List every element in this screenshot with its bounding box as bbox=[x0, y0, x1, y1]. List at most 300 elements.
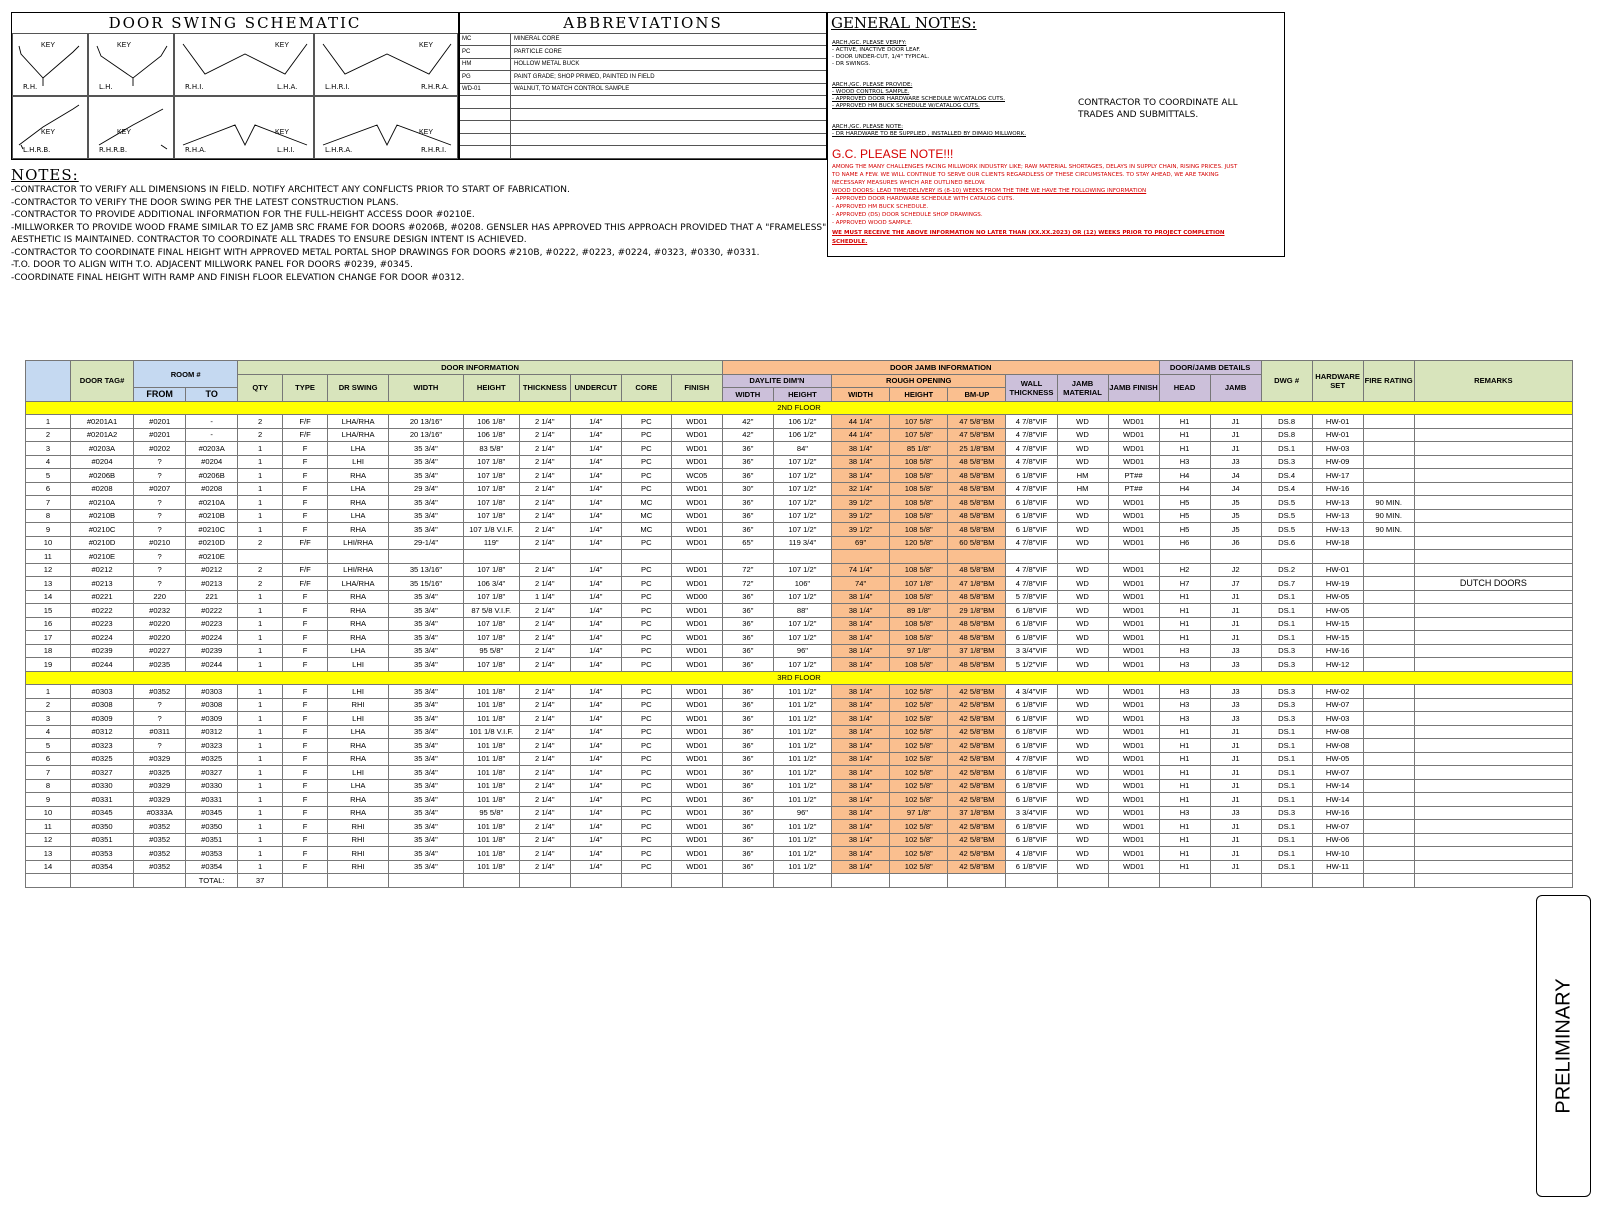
table-row bbox=[26, 523, 1573, 537]
table-cell: 102 5/8" bbox=[890, 698, 948, 712]
table-cell: 108 5/8" bbox=[890, 455, 948, 469]
table-cell: 106" bbox=[773, 577, 831, 591]
table-cell bbox=[283, 550, 328, 564]
table-cell: WD01 bbox=[671, 712, 722, 726]
abbreviation-row bbox=[460, 71, 826, 84]
table-cell: H1 bbox=[1159, 442, 1210, 456]
table-cell: 4 7/8"VIF bbox=[1006, 563, 1057, 577]
table-cell: 35 3/4" bbox=[389, 752, 463, 766]
table-cell: F bbox=[283, 604, 328, 618]
table-cell bbox=[1363, 631, 1414, 645]
table-cell: 1 bbox=[26, 685, 71, 699]
col-hardware-set: HARDWARE SET bbox=[1312, 361, 1363, 402]
table-cell: J1 bbox=[1210, 590, 1261, 604]
swing-label: L.H. bbox=[99, 83, 113, 91]
table-cell: H1 bbox=[1159, 631, 1210, 645]
table-cell: WD bbox=[1057, 617, 1108, 631]
table-cell: WD01 bbox=[1108, 455, 1159, 469]
table-cell bbox=[283, 874, 328, 888]
table-cell: 29 1/8"BM bbox=[948, 604, 1006, 618]
table-cell: H1 bbox=[1159, 833, 1210, 847]
table-cell: H1 bbox=[1159, 590, 1210, 604]
abbreviations-title: ABBREVIATIONS bbox=[460, 13, 826, 34]
table-cell bbox=[1414, 685, 1572, 699]
table-cell: #0202 bbox=[134, 442, 186, 456]
general-note-line: - APPROVED DOOR HARDWARE SCHEDULE W/CATALOG CUTS. bbox=[832, 96, 1005, 102]
preliminary-stamp bbox=[1536, 895, 1591, 1197]
table-cell bbox=[1057, 874, 1108, 888]
table-cell: 35 3/4" bbox=[389, 806, 463, 820]
table-cell: 2 1/4" bbox=[519, 779, 570, 793]
table-cell: DS.1 bbox=[1261, 604, 1312, 618]
table-cell: #0221 bbox=[70, 590, 133, 604]
table-cell bbox=[1363, 604, 1414, 618]
table-cell: DS.1 bbox=[1261, 631, 1312, 645]
table-cell: F/F bbox=[283, 577, 328, 591]
table-cell: 1/4" bbox=[570, 523, 621, 537]
table-cell bbox=[519, 550, 570, 564]
table-cell: F bbox=[283, 847, 328, 861]
table-cell: 1/4" bbox=[570, 806, 621, 820]
table-cell: 101 1/2" bbox=[773, 739, 831, 753]
table-cell: HW-11 bbox=[1312, 860, 1363, 874]
table-cell: PC bbox=[621, 482, 671, 496]
table-cell: WD bbox=[1057, 725, 1108, 739]
col-door-tag: DOOR TAG# bbox=[70, 361, 133, 402]
table-cell: DS.5 bbox=[1261, 509, 1312, 523]
table-cell: LHI bbox=[327, 685, 388, 699]
table-cell: 1/4" bbox=[570, 415, 621, 429]
table-cell: 5 bbox=[26, 739, 71, 753]
col-dwg: DWG # bbox=[1261, 361, 1312, 402]
table-row bbox=[26, 442, 1573, 456]
table-cell: 3 3/4"VIF bbox=[1006, 644, 1057, 658]
table-cell: WD01 bbox=[671, 455, 722, 469]
table-cell: 2 1/4" bbox=[519, 725, 570, 739]
table-cell: #0352 bbox=[134, 833, 186, 847]
abbreviation-description bbox=[510, 133, 514, 145]
table-row bbox=[26, 536, 1573, 550]
table-cell: PC bbox=[621, 685, 671, 699]
note-line: -CONTRACTOR TO COORDINATE FINAL HEIGHT WITH APPROVED METAL PORTAL SHOP DRAWINGS FOR DOORS #210B, #0222, #0223, #0224, #0323, #0330, #0331. bbox=[11, 247, 760, 258]
table-cell: WD01 bbox=[671, 725, 722, 739]
table-cell: #0331 bbox=[186, 793, 238, 807]
table-cell: H1 bbox=[1159, 820, 1210, 834]
table-cell: WD01 bbox=[671, 806, 722, 820]
table-cell: DS.1 bbox=[1261, 739, 1312, 753]
table-cell: PC bbox=[621, 644, 671, 658]
table-cell: J1 bbox=[1210, 860, 1261, 874]
table-cell bbox=[1363, 698, 1414, 712]
table-cell: 102 5/8" bbox=[890, 752, 948, 766]
table-cell: H1 bbox=[1159, 604, 1210, 618]
table-cell: DS.1 bbox=[1261, 752, 1312, 766]
table-cell: 1/4" bbox=[570, 563, 621, 577]
table-cell: 2 1/4" bbox=[519, 496, 570, 510]
key-label: KEY bbox=[275, 129, 290, 136]
table-cell: PC bbox=[621, 752, 671, 766]
table-cell: J3 bbox=[1210, 712, 1261, 726]
table-cell: 4 7/8"VIF bbox=[1006, 415, 1057, 429]
table-row bbox=[26, 833, 1573, 847]
table-cell: WD bbox=[1057, 712, 1108, 726]
table-cell: WD01 bbox=[671, 644, 722, 658]
table-cell: H1 bbox=[1159, 415, 1210, 429]
abbreviation-row bbox=[460, 133, 826, 146]
table-cell: #0222 bbox=[186, 604, 238, 618]
general-notes-panel bbox=[827, 12, 1285, 257]
table-cell: #0210C bbox=[70, 523, 133, 537]
table-cell: 9 bbox=[26, 523, 71, 537]
table-cell: #0329 bbox=[134, 779, 186, 793]
table-cell: #0223 bbox=[186, 617, 238, 631]
schematic-cell bbox=[88, 33, 174, 96]
table-cell: DS.3 bbox=[1261, 698, 1312, 712]
table-cell: 101 1/8" bbox=[463, 847, 519, 861]
table-cell: WD01 bbox=[671, 860, 722, 874]
table-cell: #0239 bbox=[70, 644, 133, 658]
table-cell: 95 5/8" bbox=[463, 806, 519, 820]
table-cell: 1/4" bbox=[570, 793, 621, 807]
table-cell bbox=[1363, 550, 1414, 564]
table-cell: 36" bbox=[722, 631, 773, 645]
table-cell: 35 3/4" bbox=[389, 685, 463, 699]
table-cell: LHA bbox=[327, 442, 388, 456]
table-cell bbox=[1363, 617, 1414, 631]
table-cell: 96" bbox=[773, 644, 831, 658]
table-cell: WD01 bbox=[1108, 563, 1159, 577]
table-cell bbox=[1159, 550, 1210, 564]
table-cell: J3 bbox=[1210, 658, 1261, 672]
table-cell: 1 bbox=[238, 833, 283, 847]
swing-label: R.H.I. bbox=[185, 83, 204, 91]
table-cell bbox=[948, 874, 1006, 888]
table-cell: #0210A bbox=[70, 496, 133, 510]
table-cell bbox=[70, 874, 133, 888]
table-cell: 4 7/8"VIF bbox=[1006, 577, 1057, 591]
table-cell: H5 bbox=[1159, 523, 1210, 537]
table-cell bbox=[1414, 644, 1572, 658]
table-cell: H4 bbox=[1159, 482, 1210, 496]
table-cell: 106 1/8" bbox=[463, 415, 519, 429]
table-cell: #0323 bbox=[70, 739, 133, 753]
table-cell bbox=[1414, 442, 1572, 456]
table-cell: 101 1/2" bbox=[773, 860, 831, 874]
table-cell: 101 1/2" bbox=[773, 847, 831, 861]
table-cell: 90 MIN. bbox=[1363, 509, 1414, 523]
table-cell: DS.4 bbox=[1261, 482, 1312, 496]
gc-note-line: AMONG THE MANY CHALLENGES FACING MILLWORK INDUSTRY LIKE; RAW MATERIAL SHORTAGES, DELAYS IN SUPPLY CHAIN, RISING PRICES. JUST bbox=[832, 164, 1238, 170]
general-note-line: - ACTIVE, INACTIVE DOOR LEAF. bbox=[832, 47, 921, 53]
table-cell: 101 1/2" bbox=[773, 820, 831, 834]
table-cell: 2 1/4" bbox=[519, 577, 570, 591]
table-cell: #0312 bbox=[186, 725, 238, 739]
table-cell: 7 bbox=[26, 766, 71, 780]
table-cell: RHA bbox=[327, 590, 388, 604]
table-cell: 42 5/8"BM bbox=[948, 739, 1006, 753]
table-cell: 2 1/4" bbox=[519, 806, 570, 820]
table-row bbox=[26, 496, 1573, 510]
table-cell bbox=[1414, 806, 1572, 820]
table-cell: 65" bbox=[722, 536, 773, 550]
table-cell: ? bbox=[134, 455, 186, 469]
table-cell: WD01 bbox=[1108, 712, 1159, 726]
table-cell: HW-06 bbox=[1312, 833, 1363, 847]
table-cell bbox=[1414, 631, 1572, 645]
table-cell: PT## bbox=[1108, 469, 1159, 483]
table-cell: - bbox=[186, 415, 238, 429]
table-cell: WD bbox=[1057, 739, 1108, 753]
table-cell: J1 bbox=[1210, 779, 1261, 793]
table-cell: J3 bbox=[1210, 685, 1261, 699]
table-cell: DS.3 bbox=[1261, 455, 1312, 469]
schematic-cell bbox=[12, 33, 88, 96]
door-swing-schematic-panel bbox=[11, 12, 459, 160]
table-cell: H3 bbox=[1159, 644, 1210, 658]
table-cell: WD01 bbox=[671, 631, 722, 645]
table-cell: #0333A bbox=[134, 806, 186, 820]
table-cell: HW-01 bbox=[1312, 415, 1363, 429]
swing-label: R.H.R.I. bbox=[421, 146, 447, 154]
table-cell: 107 1/2" bbox=[773, 496, 831, 510]
table-cell: HW-02 bbox=[1312, 685, 1363, 699]
table-cell: 1/4" bbox=[570, 644, 621, 658]
table-cell: HW-01 bbox=[1312, 563, 1363, 577]
table-cell: #0210E bbox=[70, 550, 133, 564]
table-cell: RHI bbox=[327, 833, 388, 847]
col-door-information: DOOR INFORMATION bbox=[238, 361, 723, 375]
table-cell: J5 bbox=[1210, 509, 1261, 523]
abbreviation-row bbox=[460, 58, 826, 71]
table-cell: WD01 bbox=[1108, 766, 1159, 780]
table-cell bbox=[1363, 428, 1414, 442]
table-cell: 1 bbox=[238, 685, 283, 699]
total-value: 37 bbox=[238, 874, 283, 888]
table-cell bbox=[1363, 874, 1414, 888]
table-cell bbox=[1414, 820, 1572, 834]
table-cell: 1 bbox=[238, 631, 283, 645]
table-row bbox=[26, 577, 1573, 591]
table-cell: 25 1/8"BM bbox=[948, 442, 1006, 456]
table-cell: 2 bbox=[238, 415, 283, 429]
table-cell: 1/4" bbox=[570, 685, 621, 699]
table-cell: J1 bbox=[1210, 442, 1261, 456]
table-cell: 2 1/4" bbox=[519, 563, 570, 577]
table-cell: RHA bbox=[327, 739, 388, 753]
abbreviation-row bbox=[460, 46, 826, 59]
table-cell: PC bbox=[621, 536, 671, 550]
table-cell: H1 bbox=[1159, 779, 1210, 793]
note-line: -CONTRACTOR TO PROVIDE ADDITIONAL INFORMATION FOR THE FULL-HEIGHT ACCESS DOOR #0210E. bbox=[11, 210, 475, 220]
col-room: ROOM # bbox=[134, 361, 238, 388]
table-cell: 60 5/8"BM bbox=[948, 536, 1006, 550]
table-cell: #0210B bbox=[70, 509, 133, 523]
key-label: KEY bbox=[117, 42, 132, 49]
table-cell: 107 1/8" bbox=[463, 658, 519, 672]
table-cell: 6 1/8"VIF bbox=[1006, 509, 1057, 523]
table-cell: 42 5/8"BM bbox=[948, 833, 1006, 847]
table-cell: #0303 bbox=[186, 685, 238, 699]
table-cell: 2 1/4" bbox=[519, 469, 570, 483]
table-cell: 101 1/8" bbox=[463, 712, 519, 726]
swing-label: R.H.A. bbox=[185, 146, 207, 154]
table-cell: RHA bbox=[327, 617, 388, 631]
table-cell: WD bbox=[1057, 631, 1108, 645]
table-cell: 19 bbox=[26, 658, 71, 672]
table-row bbox=[26, 644, 1573, 658]
table-cell: 2 bbox=[238, 577, 283, 591]
table-cell: 2 1/4" bbox=[519, 766, 570, 780]
table-cell bbox=[1363, 820, 1414, 834]
table-cell: H1 bbox=[1159, 847, 1210, 861]
table-cell: F bbox=[283, 658, 328, 672]
table-cell: 48 5/8"BM bbox=[948, 455, 1006, 469]
table-cell: 107 1/2" bbox=[773, 631, 831, 645]
table-cell: 1 bbox=[238, 442, 283, 456]
table-cell: 107 1/2" bbox=[773, 617, 831, 631]
table-cell: 38 1/4" bbox=[832, 725, 890, 739]
table-cell: 47 5/8"BM bbox=[948, 415, 1006, 429]
table-cell: 36" bbox=[722, 698, 773, 712]
table-cell: 35 15/16" bbox=[389, 577, 463, 591]
table-cell: F bbox=[283, 509, 328, 523]
table-cell bbox=[773, 550, 831, 564]
col-jamb-material: JAMB MATERIAL bbox=[1057, 374, 1108, 401]
table-cell: 102 5/8" bbox=[890, 833, 948, 847]
table-cell: 1 bbox=[238, 793, 283, 807]
table-cell: 107 1/8" bbox=[463, 563, 519, 577]
table-cell: 107 1/8" bbox=[463, 509, 519, 523]
table-cell: J7 bbox=[1210, 577, 1261, 591]
table-cell: DS.4 bbox=[1261, 469, 1312, 483]
table-cell: J4 bbox=[1210, 482, 1261, 496]
table-cell bbox=[1414, 833, 1572, 847]
table-cell: 6 1/8"VIF bbox=[1006, 712, 1057, 726]
table-cell: WD01 bbox=[1108, 442, 1159, 456]
table-cell: 1/4" bbox=[570, 469, 621, 483]
table-cell: LHI/RHA bbox=[327, 536, 388, 550]
table-cell: 6 1/8"VIF bbox=[1006, 833, 1057, 847]
schematic-grid bbox=[12, 33, 458, 159]
table-cell: HW-03 bbox=[1312, 712, 1363, 726]
table-cell: #0244 bbox=[70, 658, 133, 672]
table-cell: 90 MIN. bbox=[1363, 496, 1414, 510]
table-cell: 101 1/8" bbox=[463, 766, 519, 780]
table-cell: 1 bbox=[238, 604, 283, 618]
table-cell: PC bbox=[621, 428, 671, 442]
col-thickness: THICKNESS bbox=[519, 374, 570, 401]
table-cell bbox=[1414, 860, 1572, 874]
table-cell: 48 5/8"BM bbox=[948, 563, 1006, 577]
table-cell: 35 3/4" bbox=[389, 469, 463, 483]
table-cell: 6 1/8"VIF bbox=[1006, 766, 1057, 780]
table-cell bbox=[1414, 874, 1572, 888]
table-cell: WD01 bbox=[671, 752, 722, 766]
table-cell: F bbox=[283, 806, 328, 820]
table-cell bbox=[1414, 496, 1572, 510]
table-cell: 88" bbox=[773, 604, 831, 618]
table-cell: 107 1/2" bbox=[773, 469, 831, 483]
table-cell: DS.3 bbox=[1261, 712, 1312, 726]
table-cell bbox=[890, 874, 948, 888]
abbreviation-row bbox=[460, 121, 826, 134]
table-cell: DS.8 bbox=[1261, 428, 1312, 442]
table-cell: WD01 bbox=[1108, 617, 1159, 631]
col-jamb: JAMB bbox=[1210, 374, 1261, 401]
table-cell: ? bbox=[134, 550, 186, 564]
table-row bbox=[26, 455, 1573, 469]
table-cell: #0312 bbox=[70, 725, 133, 739]
table-cell: DS.3 bbox=[1261, 658, 1312, 672]
table-row bbox=[26, 766, 1573, 780]
table-cell: WD01 bbox=[671, 766, 722, 780]
table-cell: #0203A bbox=[186, 442, 238, 456]
table-cell: RHA bbox=[327, 469, 388, 483]
table-cell: 36" bbox=[722, 833, 773, 847]
table-cell: 107 1/2" bbox=[773, 455, 831, 469]
table-cell: 39 1/2" bbox=[832, 523, 890, 537]
table-cell bbox=[1363, 712, 1414, 726]
swing-label: L.H.R.B. bbox=[23, 146, 51, 154]
table-cell: WD bbox=[1057, 779, 1108, 793]
table-cell: 97 1/8" bbox=[890, 644, 948, 658]
table-cell: 38 1/4" bbox=[832, 442, 890, 456]
table-cell: #0244 bbox=[186, 658, 238, 672]
table-cell: WD01 bbox=[671, 536, 722, 550]
table-cell: LHA bbox=[327, 509, 388, 523]
table-cell: #0353 bbox=[70, 847, 133, 861]
table-cell: 14 bbox=[26, 590, 71, 604]
general-note-line: ARCH./GC. PLEASE VERIFY: bbox=[832, 40, 907, 46]
table-cell: 107 5/8" bbox=[890, 415, 948, 429]
table-cell bbox=[1414, 712, 1572, 726]
table-cell: 101 1/8" bbox=[463, 739, 519, 753]
table-cell bbox=[1363, 482, 1414, 496]
general-note-line: - DR HARDWARE TO BE SUPPLIED , INSTALLED BY DIMAIO MILLWORK. bbox=[832, 131, 1027, 137]
table-cell: WD bbox=[1057, 604, 1108, 618]
table-cell: 35 3/4" bbox=[389, 496, 463, 510]
table-cell: 36" bbox=[722, 752, 773, 766]
table-cell bbox=[621, 874, 671, 888]
table-cell: LHI bbox=[327, 455, 388, 469]
table-cell: 42 5/8"BM bbox=[948, 820, 1006, 834]
table-cell: 8 bbox=[26, 509, 71, 523]
table-cell: 6 1/8"VIF bbox=[1006, 739, 1057, 753]
table-cell: 1/4" bbox=[570, 658, 621, 672]
table-cell: #0232 bbox=[134, 604, 186, 618]
table-cell: HW-03 bbox=[1312, 442, 1363, 456]
table-cell: #0325 bbox=[70, 752, 133, 766]
table-cell: 90 MIN. bbox=[1363, 523, 1414, 537]
table-cell bbox=[1363, 752, 1414, 766]
table-cell: WD01 bbox=[671, 820, 722, 834]
table-cell: WD01 bbox=[671, 658, 722, 672]
table-row bbox=[26, 631, 1573, 645]
table-cell: 42 5/8"BM bbox=[948, 766, 1006, 780]
schematic-cell bbox=[174, 33, 314, 96]
table-cell: WD bbox=[1057, 536, 1108, 550]
table-cell: 1 bbox=[26, 415, 71, 429]
table-cell bbox=[1108, 550, 1159, 564]
abbreviation-description: WALNUT, TO MATCH CONTROL SAMPLE bbox=[510, 83, 629, 95]
table-cell: 1/4" bbox=[570, 712, 621, 726]
table-cell: 102 5/8" bbox=[890, 739, 948, 753]
table-cell: 42 5/8"BM bbox=[948, 698, 1006, 712]
table-cell: 10 bbox=[26, 536, 71, 550]
table-cell: WD01 bbox=[671, 739, 722, 753]
table-cell: 1 bbox=[238, 698, 283, 712]
table-cell: 35 3/4" bbox=[389, 644, 463, 658]
